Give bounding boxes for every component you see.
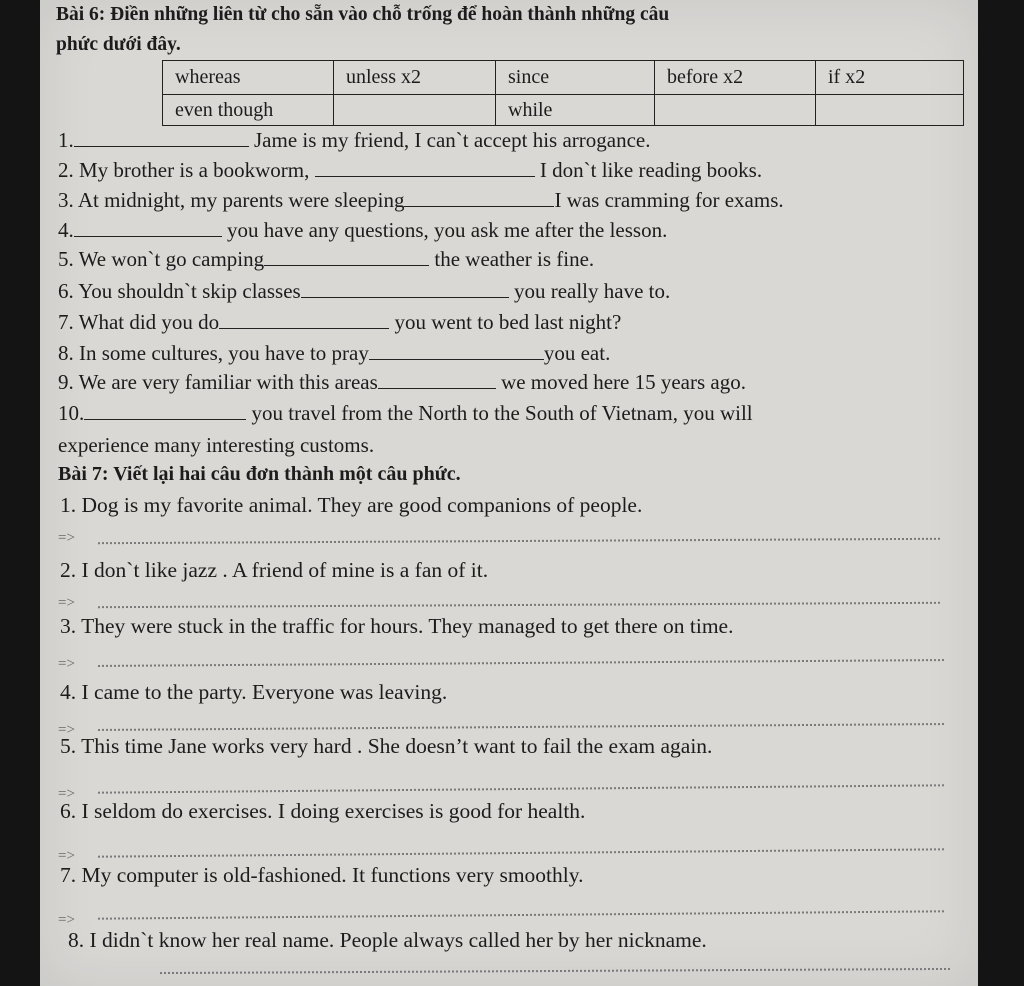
answer-line[interactable]: [98, 848, 944, 857]
word-cell: unless x2: [334, 61, 496, 95]
ex6-item-5: 5. We won`t go camping the weather is fine.: [58, 247, 595, 271]
rewrite-arrow: =>: [58, 656, 75, 672]
ex6-item-9: 9. We are very familiar with this areas we moved here 15 years ago.: [58, 370, 746, 394]
ex7-sentence-2: 2. I don`t like jazz . A friend of mine is a fan of it.: [60, 558, 489, 582]
rewrite-arrow: =>: [58, 786, 75, 802]
ex7-sentence-6: 6. I seldom do exercises. I doing exercises is good for health.: [60, 799, 586, 823]
answer-blank[interactable]: [219, 311, 389, 329]
conjunction-word-box: [162, 60, 964, 126]
answer-line[interactable]: [98, 910, 944, 919]
ex7-sentence-4: 4. I came to the party. Everyone was leaving.: [60, 680, 448, 704]
word-cell: whereas: [163, 61, 334, 95]
ex6-item-2: 2. My brother is a bookworm, I don`t like reading books.: [58, 158, 763, 182]
word-cell: while: [496, 95, 655, 126]
answer-blank[interactable]: [404, 189, 554, 207]
exercise-6-title-continued: phức dưới đây.: [56, 34, 181, 55]
word-cell: before x2: [655, 61, 816, 95]
rewrite-arrow: =>: [58, 530, 75, 546]
worksheet-page: [40, 0, 978, 986]
answer-line[interactable]: [98, 602, 940, 608]
answer-blank[interactable]: [74, 219, 222, 237]
word-cell: [655, 95, 816, 126]
answer-line[interactable]: [98, 723, 944, 731]
word-cell: [334, 95, 496, 126]
word-box-row: [163, 95, 964, 126]
ex6-item-8: 8. In some cultures, you have to pray you eat.: [58, 341, 611, 365]
answer-blank[interactable]: [369, 342, 544, 360]
answer-blank[interactable]: [301, 280, 509, 298]
word-cell: if x2: [816, 61, 964, 95]
answer-line[interactable]: [98, 784, 944, 793]
rewrite-arrow: =>: [58, 595, 75, 611]
ex6-item-10-continued: experience many interesting customs.: [58, 433, 375, 457]
answer-blank[interactable]: [74, 129, 249, 147]
ex7-sentence-3: 3. They were stuck in the traffic for hours. They managed to get there on time.: [60, 614, 734, 638]
answer-line[interactable]: [98, 659, 944, 667]
answer-blank[interactable]: [378, 371, 496, 389]
ex6-item-10: 10. you travel from the North to the South of Vietnam, you will: [58, 401, 753, 425]
ex6-item-6: 6. You shouldn`t skip classes you really have to.: [58, 279, 671, 303]
answer-line[interactable]: [98, 538, 940, 544]
word-box-row: [163, 61, 964, 95]
ex7-sentence-7: 7. My computer is old-fashioned. It functions very smoothly.: [60, 863, 584, 887]
rewrite-arrow: =>: [58, 912, 75, 928]
ex6-item-3: 3. At midnight, my parents were sleeping I was cramming for exams.: [58, 188, 784, 212]
ex7-sentence-1: 1. Dog is my favorite animal. They are good companions of people.: [60, 493, 643, 517]
ex6-item-1: 1. Jame is my friend, I can`t accept his arrogance.: [58, 128, 651, 152]
word-cell: [816, 95, 964, 126]
ex6-item-4: 4. you have any questions, you ask me after the lesson.: [58, 218, 668, 242]
answer-line[interactable]: [160, 968, 950, 974]
rewrite-arrow: =>: [58, 848, 75, 864]
answer-blank[interactable]: [84, 402, 246, 420]
word-cell: even though: [163, 95, 334, 126]
rewrite-arrow: =>: [58, 722, 75, 738]
answer-blank[interactable]: [264, 248, 429, 266]
ex7-sentence-8: 8. I didn`t know her real name. People always called her by her nickname.: [68, 928, 707, 952]
ex6-item-7: 7. What did you do you went to bed last night?: [58, 310, 622, 334]
exercise-7-title: Bài 7: Viết lại hai câu đơn thành một câu phức.: [58, 463, 461, 485]
answer-blank[interactable]: [315, 159, 535, 177]
ex7-sentence-5: 5. This time Jane works very hard . She doesn’t want to fail the exam again.: [60, 734, 713, 758]
exercise-6-title: Bài 6: Điền những liên từ cho sẵn vào chỗ trống để hoàn thành những câu: [56, 4, 670, 25]
word-cell: since: [496, 61, 655, 95]
